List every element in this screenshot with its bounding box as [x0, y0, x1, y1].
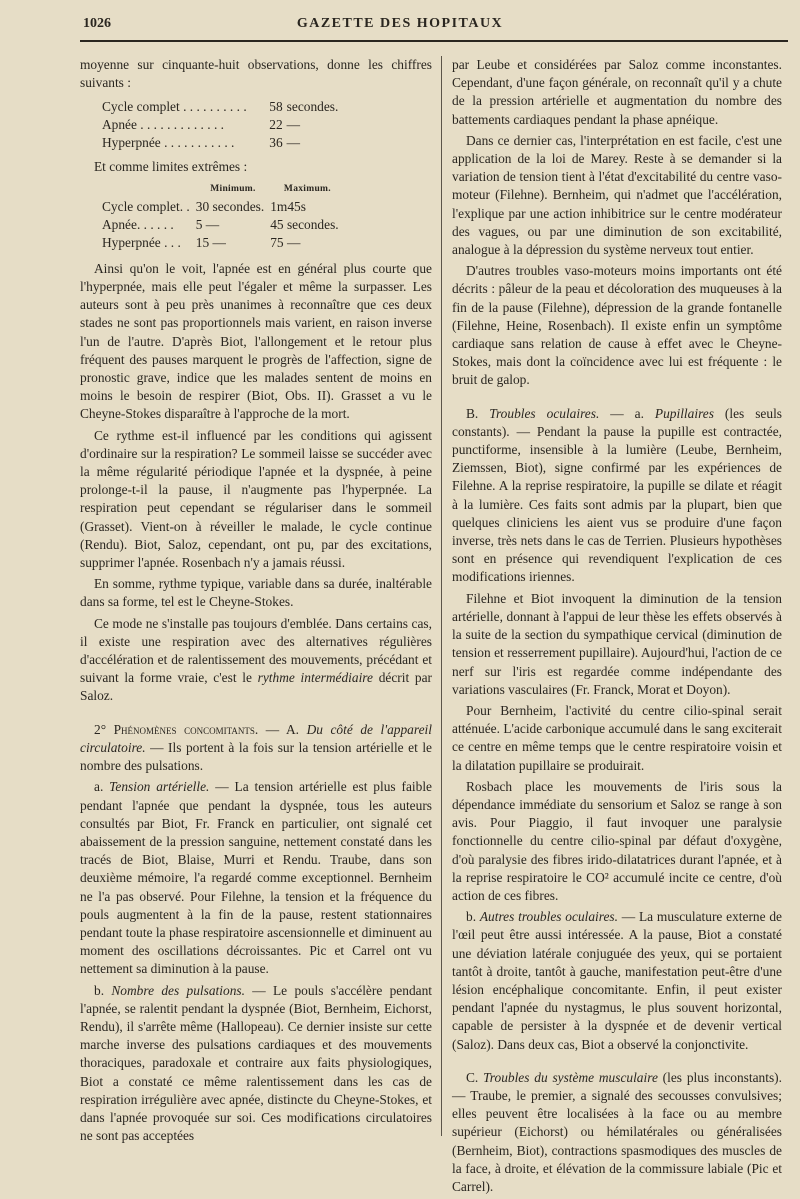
- phase-value: 22: [269, 117, 283, 133]
- running-head: [0, 12, 800, 38]
- limits-max: 75 —: [270, 234, 301, 250]
- text-run: b.: [94, 982, 112, 998]
- text-run: (les seuls constants). — Pendant la pause la pupille est contractée, punctiforme, insensible à la lumière (Leube, Bernheim, Ziemssen, Biot), signe confirmé par les expériences de Filehne. A la reprise respiratoire, la pupille se dilate et réagit à la lumière. Ces faits sont admis par la plupart, bien que quelques cliniciens les aient vus se produire d'une façon inverse, très nets dans le cas de Terrien. Plusieurs hypothèses sont en présence qui revendiquent l'explication de ces modifications iriennes.: [452, 405, 782, 585]
- limits-min: 5 —: [195, 216, 220, 232]
- italic-subheading: Troubles du système musculaire: [483, 1069, 658, 1085]
- text-run: Ce mode ne s'installe pas toujours d'emblée. Dans certains cas, il existe une respiration avec des alternatives régulières d'accélération et de ralentissement des mouvements, précédant et suivant la forme vraie, c'est le: [80, 615, 432, 686]
- italic-subheading: Autres troubles oculaires.: [479, 909, 618, 925]
- body-paragraph: En somme, rythme typique, variable dans sa durée, inaltérable dans sa forme, tel est le Cheyne-Stokes.: [80, 576, 432, 610]
- right-column: [452, 56, 782, 1199]
- italic-subheading: Pupillaires: [654, 405, 714, 421]
- body-paragraph: Rosbach place les mouvements de l'iris sous la dépendance immédiate du sensorium et Saloz se range à son avis. Pour Piaggio, il faut invoquer une paralysie fonctionnelle du centre cilio-spinal par défaut d'oxygène, d'où paralysie des fibres irido-dilatatrices durant l'apnée, et à la reprise respiratoire le CO² accumulé incite ce centre, d'où action de ces fibres.: [452, 778, 782, 903]
- phase-label: Hyperpnée . . . . . . . . . . .: [102, 135, 235, 151]
- limits-label: Cycle complet. .: [102, 198, 190, 214]
- italic-subheading: Du côté de l'appareil circulatoire.: [80, 721, 432, 755]
- limits-row: [102, 216, 345, 234]
- body-paragraph: Pour Bernheim, l'activité du centre cilio-spinal serait atténuée. L'acide carbonique accumulé dans le sang exciterait ce centre en même temps que le centre respiratoire voisin et la dilatation pupillaire se produirait.: [452, 702, 782, 773]
- section-gap: [452, 1057, 782, 1069]
- text-run: — a.: [599, 405, 655, 421]
- text-run: (les plus inconstants). — Traube, le premier, a signalé des secousses convulsives; elles peuvent être localisées à la face ou au membre supérieur (Eichorst) ou hémilatérales ou généralisées (Bernheim, Biot), contractions spasmodiques des muscles de la face, à droite, et élévation de la commissure labiale (Pic et Carrel).: [452, 1069, 782, 1194]
- limits-row: [102, 198, 345, 216]
- header-rule: [80, 40, 788, 42]
- limits-intro: Et comme limites extrêmes :: [94, 159, 248, 175]
- text-run: B.: [466, 405, 490, 421]
- limits-table: [102, 180, 345, 252]
- limits-max: 45 secondes.: [270, 216, 339, 232]
- limits-header-max: Maximum.: [283, 183, 331, 194]
- text-run: — Le pouls s'accélère pendant l'apnée, se ralentit pendant la dyspnée (Biot, Bernheim, Eichorst, Rendu), il s'arrête même (Hallopeau). Ce dernier insiste sur cette marche inverse des pulsations cardiaques et des mouvements thoraciques, paradoxale et contraire aux faits physiologiques, Biot a constaté ce même ralentissement dans les cas de respiration irrégulière avec apnée, distincte du Cheyne-Stokes, et dans l'apnée provoquée sur soi. Ces modifications circulatoires ne sont pas acceptées: [80, 982, 432, 1144]
- text-run: décrit par Saloz.: [80, 670, 432, 704]
- section-gap: [452, 393, 782, 405]
- averages-row: [102, 134, 387, 152]
- text-run: — A.: [258, 721, 307, 737]
- limits-max: 1m45s: [270, 198, 306, 214]
- column-divider: [441, 56, 442, 1136]
- limits-min: 15 —: [195, 234, 226, 250]
- phase-value: 58: [269, 99, 283, 115]
- body-paragraph: [452, 1069, 782, 1196]
- limits-label: Hyperpnée . . .: [102, 234, 181, 250]
- body-paragraph: [80, 778, 432, 978]
- text-run: C.: [466, 1069, 484, 1085]
- limits-header-blank: [102, 180, 196, 198]
- page-number: 1026: [83, 16, 111, 31]
- italic-subheading: Troubles oculaires.: [489, 405, 600, 421]
- body-paragraph: [80, 615, 432, 706]
- limits-label: Apnée. . . . . .: [102, 216, 174, 232]
- section-number: 2°: [94, 721, 114, 737]
- limits-header-row: [102, 180, 345, 198]
- body-paragraph: Dans ce dernier cas, l'interprétation en est facile, c'est une application de la loi de Marey. Reste à se demander si la variation de tension tient à l'état d'excitabilité du centre vaso-moteur (Filehne). Bernheim, qui n'admet que l'accélération, l'explique par une action inhibitrice sur le centre modérateur des vagues, ou par une diminution de son excitabilité, analogue à la dépression du système nerveux tout entier.: [452, 132, 782, 258]
- body-paragraph: par Leube et considérées par Saloz comme inconstantes. Cependant, d'une façon générale, on reconnaît qu'il y a chute de la pression artérielle et augmentation du nombre des battements cardiaques pendant la phase apnéique.: [452, 57, 782, 127]
- left-column: [80, 56, 432, 1148]
- body-paragraph: D'autres troubles vaso-moteurs moins importants ont été décrits : pâleur de la peau et décoloration des muqueuses à la fin de la pause (Filehne), dépression de la grande fontanelle (Filehne, Heine, Rosenbach). Il existe enfin un symptôme cardiaque sans relation de cause à effet avec le Cheyne-Stokes, mais dont la coïncidence avec lui est fréquente : le bruit de galop.: [452, 263, 782, 388]
- phase-unit: secondes.: [286, 99, 339, 115]
- averages-row: [102, 98, 387, 116]
- section-title: Phénomènes concomitants.: [113, 721, 259, 737]
- averages-table: [102, 98, 387, 152]
- italic-term: rythme intermédiaire: [257, 670, 373, 686]
- body-paragraph: Ce rythme est-il influencé par les conditions qui agissent d'ordinaire sur la respiration? Le sommeil laisse se succéder avec la même régularité périodique l'apnée et la dyspnée, à peine prolonge-t-il la pause, il n'augmente pas l'hyperpnée. La respiration peut cependant se régulariser dans le sommeil (Grasset). Vient-on à réveiller le malade, le cycle continue (Rendu). Biot, Saloz, cependant, ont pu, par des excitations, supprimer l'apnée. Rosenbach n'y a jamais réussi.: [80, 427, 432, 571]
- body-paragraph: Filehne et Biot invoquent la diminution de la tension artérielle, donnant à l'appui de leur thèse les effets observés à la suite de la section du sympathique cervical (diminution de tension et resserrement pupillaire). Aujourd'hui, l'action de ce nerf sur l'iris est regardée comme indépendante des variations vasculaires (Fr. Franck, Morat et Doyon).: [452, 590, 782, 697]
- phase-label: Apnée . . . . . . . . . . . . .: [102, 117, 224, 133]
- text-run: — La tension artérielle est plus faible pendant l'apnée que pendant la dyspnée, tous les auteurs consultés par Biot, Fr. Franck en particulier, ont signalé cet abaissement de la pression sanguine, nettement constaté dans les tracés de Biot, Blaise, Murri et Rendu. Traube, dans son deuxième mémoire, l'a regardé comme exceptionnel. Bernheim ne l'a pas observé. Pour Filehne, la tension et la fréquence du pouls augmentent à la fin de la pause, restent stationnaires pendant toute la phase respiratoire ascensionnelle et diminuent au moment des oscillations décroissantes. Pic et Carrel ont vu nettement sa diminution à la pause.: [80, 779, 432, 977]
- limits-row: [102, 234, 345, 252]
- limits-min: 30 secondes.: [195, 198, 265, 214]
- intro-paragraph: moyenne sur cinquante-huit observations, donne les chiffres suivants :: [80, 57, 432, 91]
- section-gap: [80, 709, 432, 721]
- phase-value: 36: [269, 135, 283, 151]
- text-run: b.: [466, 909, 480, 925]
- text-run: — Ils portent à la fois sur la tension artérielle et le nombre des pulsations.: [80, 739, 432, 774]
- phase-unit: —: [286, 117, 301, 133]
- text-run: a.: [94, 779, 110, 795]
- limits-header-min: Minimum.: [210, 183, 256, 194]
- body-paragraph: Ainsi qu'on le voit, l'apnée est en général plus courte que l'hyperpnée, mais elle peut l'égaler et même la surpasser. Les auteurs sont à peu près unanimes à reconnaître que ces deux stades ne sont pas proportionnels mais varient, en raison inverse l'un de l'autre. D'après Biot, l'allongement et le retour plus fréquent des pauses marquent le progrès de l'affection, signe de pronostic grave, indice que les malades sentent de moins en moins le besoin de respirer (Biot, Obs. II). Grasset a vu le Cheyne-Stokes disparaître à l'approche de la mort.: [80, 260, 432, 422]
- body-paragraph: [80, 982, 432, 1146]
- section-heading-paragraph: [80, 721, 432, 776]
- phase-unit: —: [286, 135, 301, 151]
- text-run: — La musculature externe de l'œil peut être aussi intéressée. A la pause, Biot a constaté une déviation latérale conjuguée des yeux, qui se portaient tantôt à droite, tantôt à gauche, manifestation peut-être d'une lésion encéphalique concomitante. Enfin, il peut exister pendant l'apnée du nystagmus, le plus souvent horizontal, capable de persister à la dyspnée et de devenir vertical (Saloz). Dans deux cas, Biot a observé la conjonctivite.: [452, 909, 782, 1052]
- averages-row: [102, 116, 387, 134]
- italic-subheading: Nombre des pulsations.: [111, 982, 245, 998]
- body-paragraph: [452, 405, 782, 587]
- italic-subheading: Tension artérielle.: [109, 779, 210, 795]
- phase-label: Cycle complet . . . . . . . . . .: [102, 99, 247, 115]
- body-paragraph: [452, 908, 782, 1054]
- journal-title: GAZETTE DES HOPITAUX: [296, 16, 504, 31]
